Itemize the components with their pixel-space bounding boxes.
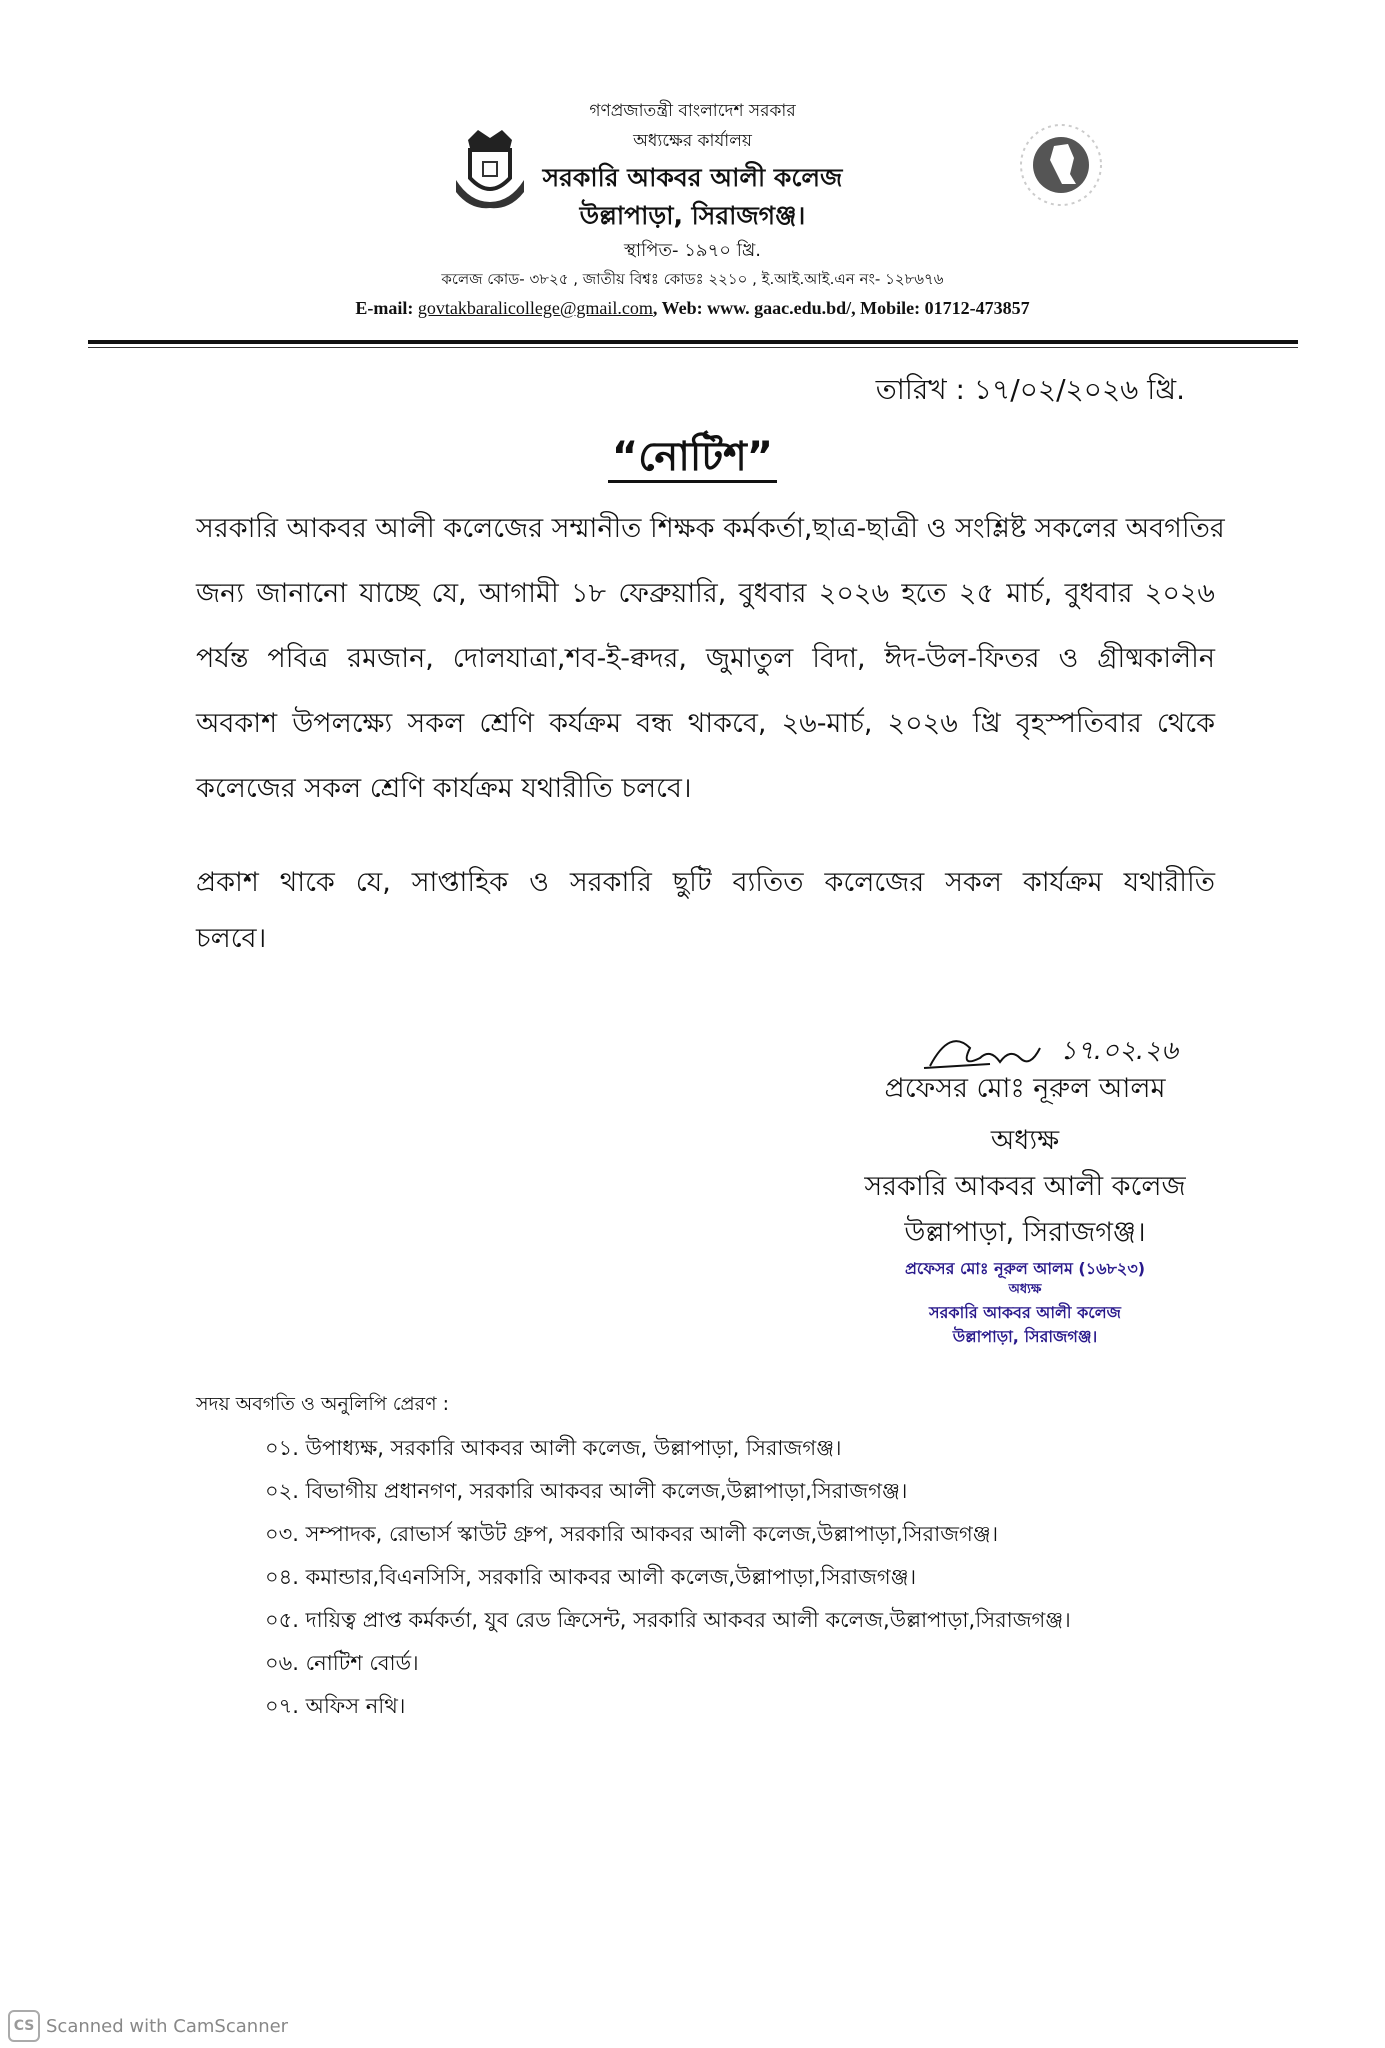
body-line: প্রকাশ থাকে যে, সাপ্তাহিক ও সরকারি ছুটি ব্যতিত কলেজের সকল কার্যক্রম যথারীতি <box>196 867 1215 898</box>
email-link[interactable]: govtakbaralicollege@gmail.com <box>417 298 653 318</box>
copy-item: ০৬. নোটিশ বোর্ড। <box>265 1651 419 1675</box>
copy-item: ০৫. দায়িত্ব প্রাপ্ত কর্মকর্তা, যুব রেড ক্রিসেন্ট, সরকারি আকবর আলী কলেজ,উল্লাপাড়া,সিরাজগঞ্জ। <box>265 1608 1071 1632</box>
copy-item: ০৩. সম্পাদক, রোভার্স স্কাউট গ্রুপ, সরকারি আকবর আলী কলেজ,উল্লাপাড়া,সিরাজগঞ্জ। <box>265 1522 999 1546</box>
body-line: অবকাশ উপলক্ষ্যে সকল শ্রেণি কর্যক্রম বন্ধ থাকবে, ২৬-মার্চ, ২০২৬ খ্রি বৃহস্পতিবার থেকে <box>196 708 1215 739</box>
camscanner-text: Scanned with CamScanner <box>46 2015 289 2037</box>
body-line: চলবে। <box>196 923 267 954</box>
founded-year: স্থাপিত- ১৯৭০ খ্রি. <box>624 240 761 261</box>
contact-line <box>0 298 1385 319</box>
signatory-name: প্রফেসর মোঃ নূরুল আলম <box>884 1073 1166 1104</box>
signatory-location: উল্লাপাড়া, সিরাজগঞ্জ। <box>904 1217 1146 1248</box>
body-line: কলেজের সকল শ্রেণি কার্যক্রম যথারীতি চলবে। <box>196 773 692 804</box>
college-location: উল্লাপাড়া, সিরাজগঞ্জ। <box>579 201 806 230</box>
stamp-designation: অধ্যক্ষ <box>1008 1282 1042 1297</box>
stamp-college: সরকারি আকবর আলী কলেজ <box>929 1303 1121 1322</box>
email-label: E-mail: <box>355 298 418 318</box>
copy-item: ০৭. অফিস নথি। <box>265 1694 406 1718</box>
signatory-college: সরকারি আকবর আলী কলেজ <box>864 1171 1186 1202</box>
camscanner-logo-icon: CS <box>8 2010 40 2042</box>
stamp-location: উল্লাপাড়া, সিরাজগঞ্জ। <box>952 1327 1098 1346</box>
copy-item: ০১. উপাধ্যক্ষ, সরকারি আকবর আলী কলেজ, উল্লাপাড়া, সিরাজগঞ্জ। <box>265 1436 842 1460</box>
signatory-designation: অধ্যক্ষ <box>990 1125 1060 1156</box>
body-line: জন্য জানানো যাচ্ছে যে, আগামী ১৮ ফেব্রুয়ারি, বুধবার ২০২৬ হতে ২৫ মার্চ, বুধবার ২০২৬ <box>196 578 1215 609</box>
copies-heading: সদয় অবগতি ও অনুলিপি প্রেরণ : <box>196 1393 450 1415</box>
web-mobile: , Web: www. gaac.edu.bd/, Mobile: 01712-473857 <box>652 298 1030 318</box>
camscanner-watermark <box>8 2010 288 2042</box>
signature-date: ১৭.০২.২৬ <box>1060 1036 1178 1066</box>
copy-item: ০২. বিভাগীয় প্রধানগণ, সরকারি আকবর আলী কলেজ,উল্লাপাড়া,সিরাজগঞ্জ। <box>265 1479 908 1503</box>
header-rule-thin <box>88 347 1298 348</box>
body-line: সরকারি আকবর আলী কলেজের সম্মানীত শিক্ষক কর্মকর্তা,ছাত্র-ছাত্রী ও সংশ্লিষ্ট সকলের অবগতির <box>196 513 1225 544</box>
college-name: সরকারি আকবর আলী কলেজ <box>542 163 843 192</box>
notice-title <box>0 425 1385 492</box>
govt-name: গণপ্রজাতন্ত্রী বাংলাদেশ সরকার <box>589 101 796 121</box>
copy-item: ০৪. কমান্ডার,বিএনসিসি, সরকারি আকবর আলী কলেজ,উল্লাপাড়া,সিরাজগঞ্জ। <box>265 1565 917 1589</box>
stamp-name: প্রফেসর মোঃ নূরুল আলম (১৬৮২৩) <box>904 1259 1146 1278</box>
college-codes: কলেজ কোড- ৩৮২৫ , জাতীয় বিশ্বঃ কোডঃ ২২১০ , ই.আই.আই.এন নং- ১২৮৬৭৬ <box>441 270 944 288</box>
header-rule <box>88 340 1298 344</box>
notice-date: তারিখ : ১৭/০২/২০২৬ খ্রি. <box>875 373 1185 406</box>
office-name: অধ্যক্ষের কার্যালয় <box>633 131 752 151</box>
notice-title-text: “নোটিশ” <box>608 434 777 483</box>
body-line: পর্যন্ত পবিত্র রমজান, দোলযাত্রা,শব-ই-ক্বদর, জুমাতুল বিদা, ঈদ-উল-ফিতর ও গ্রীষ্মকালীন <box>196 643 1215 674</box>
